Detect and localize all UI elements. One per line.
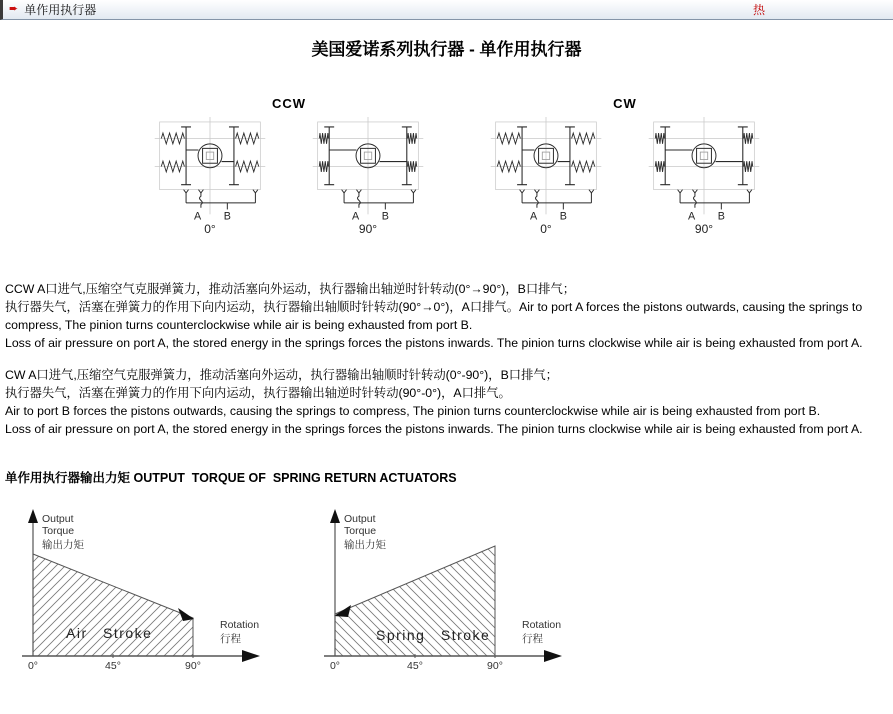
port-b-label: B [559,210,567,221]
cw-label: CW [613,96,637,111]
x-tick: 45° [105,660,121,672]
port-a-label: A [194,210,202,221]
x-axis-arrow-icon [544,650,562,662]
diagram-group-cw [484,96,766,236]
torque-section-heading: 单作用执行器输出力矩 OUTPUT TORQUE OF SPRING RETURN ACTUATORS [5,471,457,485]
text-line: CCW A口进气,压缩空气克服弹簧力，推动活塞向外运动，执行器输出轴逆时针转动(0°→90°)，B口排气； [5,282,576,296]
torque-charts [8,506,893,674]
x-axis-arrow-icon [242,650,260,662]
spring-stroke-label: Spring Stroke [376,627,491,643]
y-axis-label: 输出力矩 [42,539,84,551]
actuator-diagram-section [148,96,893,236]
y-axis-label: Output [42,513,74,525]
x-tick: 0° [329,660,341,672]
angle-label: 0° [204,222,216,236]
cw-paragraph [5,366,888,438]
actuator-diagram-cw-0 [484,117,608,236]
actuator-diagram-ccw-90 [306,117,430,236]
angle-label: 90° [358,222,378,236]
x-axis-label: Rotation [522,619,562,631]
red-arrow-icon: ➨ [9,3,19,15]
port-b-label: B [381,210,389,221]
text-line: 执行器失气，活塞在弹簧力的作用下向内运动，执行器输出轴逆时针转动(90°-0°)，A口排气。 [5,386,511,400]
y-axis-label: Torque [42,525,75,537]
x-tick: 90° [185,660,201,672]
port-a-label: A [688,210,696,221]
actuator-diagram-ccw-0 [148,117,272,236]
x-axis-label: 行程 [220,633,241,645]
hot-tag[interactable]: 热 [753,3,766,17]
text-line: Air to port B forces the pistons outwards, causing the springs to compress, The pinion turns counterclockwise while air is being exhausted from port B. [5,404,821,418]
angle-label: 0° [540,222,552,236]
y-axis-arrow-icon [28,509,38,523]
x-axis-label: 行程 [522,633,543,645]
x-tick: 0° [27,660,39,672]
y-axis-label: 输出力矩 [344,539,386,551]
y-axis-arrow-icon [330,509,340,523]
port-b-label: B [223,210,231,221]
angle-label: 90° [694,222,714,236]
page-header-bar [0,0,893,20]
spring-stroke-chart [310,506,580,674]
ccw-paragraph [5,280,888,352]
port-b-label: B [717,210,725,221]
description-text [5,280,888,438]
text-line: 执行器失气，活塞在弹簧力的作用下向内运动，执行器输出轴顺时针转动(90°→0°)，A口排气。Air to port A forces the pistons outwards, causing the springs to compress, The pinion turns counterclockwise while air is being exhausted from port B. [5,300,863,332]
text-line: Loss of air pressure on port A, the stored energy in the springs forces the pistons inwards. The pinion turns clockwise while air is being exhausted from port A. [5,422,863,436]
y-axis-label: Torque [344,525,377,537]
text-line: CW A口进气,压缩空气克服弹簧力，推动活塞向外运动，执行器输出轴顺时针转动(0°-90°)，B口排气； [5,368,558,382]
diagram-group-ccw [148,96,430,236]
ccw-label: CCW [271,96,307,111]
air-stroke-chart [8,506,278,674]
port-a-label: A [530,210,538,221]
x-axis-label: Rotation [220,619,260,631]
text-line: Loss of air pressure on port A, the stored energy in the springs forces the pistons inwards. The pinion turns clockwise while air is being exhausted from port A. [5,336,863,350]
port-a-label: A [352,210,360,221]
air-stroke-label: Air Stroke [66,625,153,641]
x-tick: 90° [487,660,503,672]
actuator-diagram-cw-90 [642,117,766,236]
x-tick: 45° [407,660,423,672]
breadcrumb[interactable]: 单作用执行器 [24,3,97,17]
page-title: 美国爱诺系列执行器 - 单作用执行器 [311,40,582,59]
y-axis-label: Output [344,513,376,525]
